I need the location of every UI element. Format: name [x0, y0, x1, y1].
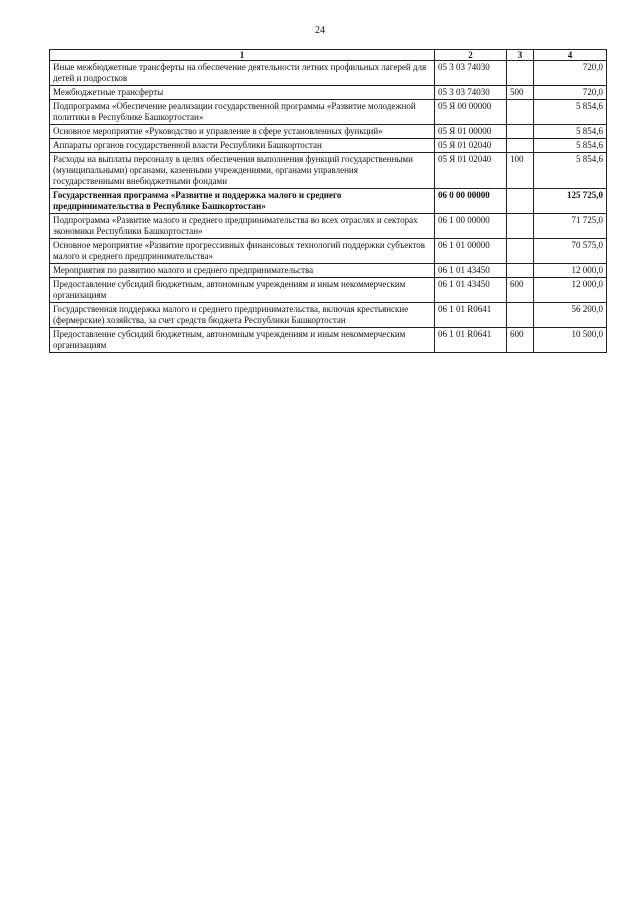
row-type — [507, 239, 534, 264]
row-sum: 720,0 — [534, 86, 607, 100]
row-code: 05 3 03 74030 — [435, 61, 507, 86]
row-code: 05 3 03 74030 — [435, 86, 507, 100]
row-type: 100 — [507, 153, 534, 189]
row-code: 05 Я 01 02040 — [435, 139, 507, 153]
row-sum: 70 575,0 — [534, 239, 607, 264]
table-row — [50, 153, 607, 189]
header-row — [50, 50, 607, 61]
row-type — [507, 264, 534, 278]
row-code: 05 Я 01 00000 — [435, 125, 507, 139]
row-sum: 12 000,0 — [534, 264, 607, 278]
row-code: 06 1 01 43450 — [435, 264, 507, 278]
page-number: 24 — [315, 25, 325, 36]
table-row — [50, 61, 607, 86]
row-type — [507, 61, 534, 86]
table-row — [50, 214, 607, 239]
row-name: Межбюджетные трансферты — [50, 86, 435, 100]
row-name: Основное мероприятие «Руководство и управление в сфере установленных функций» — [50, 125, 435, 139]
row-code: 05 Я 00 00000 — [435, 100, 507, 125]
row-sum: 5 854,6 — [534, 100, 607, 125]
row-code: 06 1 01 R0641 — [435, 303, 507, 328]
row-type: 500 — [507, 86, 534, 100]
row-type — [507, 303, 534, 328]
row-sum: 125 725,0 — [534, 189, 607, 214]
row-sum: 10 500,0 — [534, 328, 607, 353]
row-name: Мероприятия по развитию малого и среднего предпринимательства — [50, 264, 435, 278]
table-row — [50, 264, 607, 278]
row-type: 600 — [507, 278, 534, 303]
table-row — [50, 278, 607, 303]
row-type — [507, 214, 534, 239]
table-row — [50, 86, 607, 100]
row-sum: 56 200,0 — [534, 303, 607, 328]
row-type — [507, 100, 534, 125]
table-body — [50, 61, 607, 353]
row-sum: 720,0 — [534, 61, 607, 86]
table-row-program — [50, 189, 607, 214]
header-col-type: 3 — [507, 50, 534, 61]
row-sum: 5 854,6 — [534, 139, 607, 153]
row-name: Основное мероприятие «Развитие прогрессивных финансовых технологий поддержки субъектов малого и среднего предпринимательства» — [50, 239, 435, 264]
table-header — [50, 50, 607, 61]
row-code: 06 0 00 00000 — [435, 189, 507, 214]
table-row — [50, 139, 607, 153]
row-name: Предоставление субсидий бюджетным, автономным учреждениям и иным некоммерческим организациям — [50, 278, 435, 303]
row-type: 600 — [507, 328, 534, 353]
row-type — [507, 139, 534, 153]
row-name: Государственная программа «Развитие и поддержка малого и среднего предпринимательства в Республике Башкортостан» — [50, 189, 435, 214]
row-code: 05 Я 01 02040 — [435, 153, 507, 189]
row-type — [507, 125, 534, 139]
row-code: 06 1 01 R0641 — [435, 328, 507, 353]
table-row — [50, 328, 607, 353]
table-row — [50, 303, 607, 328]
row-sum: 71 725,0 — [534, 214, 607, 239]
row-sum: 5 854,6 — [534, 153, 607, 189]
row-sum: 5 854,6 — [534, 125, 607, 139]
budget-table — [49, 49, 607, 353]
row-name: Подпрограмма «Обеспечение реализации государственной программы «Развитие молодежной политики в Республике Башкортостан» — [50, 100, 435, 125]
header-col-sum: 4 — [534, 50, 607, 61]
header-col-name: 1 — [50, 50, 435, 61]
row-code: 06 1 01 00000 — [435, 239, 507, 264]
table-row — [50, 100, 607, 125]
row-name: Расходы на выплаты персоналу в целях обеспечения выполнения функций государственными (муниципальными) органами, казенными учреждениями, органами управления государственными внебюджетными фондами — [50, 153, 435, 189]
row-name: Иные межбюджетные трансферты на обеспечение деятельности летних профильных лагерей для детей и подростков — [50, 61, 435, 86]
row-type — [507, 189, 534, 214]
row-code: 06 1 00 00000 — [435, 214, 507, 239]
row-code: 06 1 01 43450 — [435, 278, 507, 303]
header-col-code: 2 — [435, 50, 507, 61]
table-row — [50, 125, 607, 139]
row-name: Аппараты органов государственной власти Республики Башкортостан — [50, 139, 435, 153]
table-row — [50, 239, 607, 264]
row-name: Государственная поддержка малого и среднего предпринимательства, включая крестьянские (фермерские) хозяйства, за счет средств бюджета Республики Башкортостан — [50, 303, 435, 328]
row-sum: 12 000,0 — [534, 278, 607, 303]
row-name: Подпрограмма «Развитие малого и среднего предпринимательства во всех отраслях и секторах экономики Республики Башкортостан» — [50, 214, 435, 239]
row-name: Предоставление субсидий бюджетным, автономным учреждениям и иным некоммерческим организациям — [50, 328, 435, 353]
